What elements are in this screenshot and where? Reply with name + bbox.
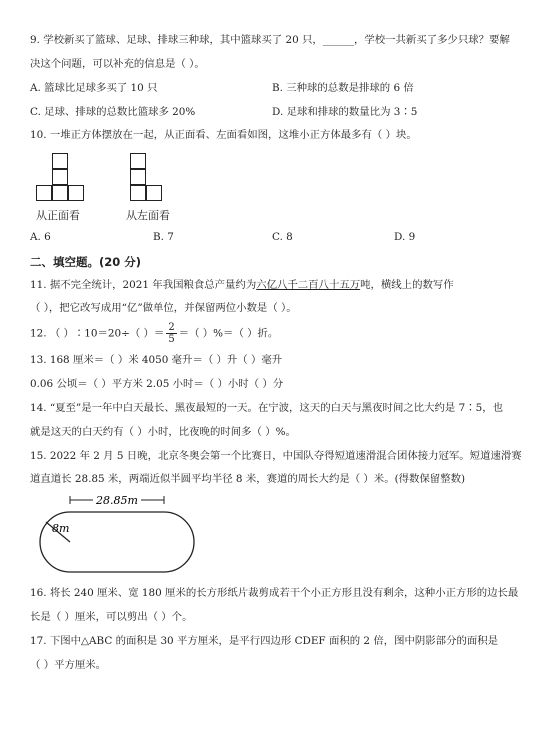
front-cube xyxy=(52,185,68,201)
q13-line1: 13. 168 厘米＝（ ）米 4050 毫升＝（ ）升（ ）毫升 xyxy=(30,354,283,366)
fraction-denominator: 5 xyxy=(168,334,175,345)
q14-line1: 14. “夏至”是一年中白天最长、黑夜最短的一天。在宁波，这天的白天与黑夜时间之比大约是 7∶5，也 xyxy=(30,402,503,414)
front-cube xyxy=(36,185,52,201)
q9-option-a[interactable]: A. 篮球比足球多买了 10 只 xyxy=(30,82,158,94)
q17-line2: （ ）平方厘米。 xyxy=(30,659,107,671)
q9-line1: 9. 学校新买了篮球、足球、排球三种球，其中篮球买了 20 只，______，学校一共新买了多少只球？要解 xyxy=(30,34,510,46)
section-title: 二、填空题。(20 分) xyxy=(30,255,142,269)
q10-option-c[interactable]: C. 8 xyxy=(272,231,293,243)
q9-option-b[interactable]: B. 三种球的总数是排球的 6 倍 xyxy=(272,82,414,94)
q17-line1: 17. 下图中△ABC 的面积是 30 平方厘米，是平行四边形 CDEF 面积的 2 倍，图中阴影部分的面积是 xyxy=(30,635,499,647)
q9-line2: 决这个问题，可以补充的信息是（ ）。 xyxy=(30,58,205,70)
q13-line2: 0.06 公顷＝（ ）平方米 2.05 小时＝（ ）小时（ ）分 xyxy=(30,378,284,390)
front-cube xyxy=(52,153,68,169)
fraction xyxy=(166,322,176,345)
q9-option-d[interactable]: D. 足球和排球的数量比为 3∶5 xyxy=(272,106,418,118)
front-view-label: 从正面看 xyxy=(36,209,80,222)
left-cube xyxy=(130,169,146,185)
q12-pre: 12. （ ）∶10＝20÷（ ）＝ xyxy=(30,327,165,340)
q10-option-b[interactable]: B. 7 xyxy=(153,231,174,243)
q10-option-d[interactable]: D. 9 xyxy=(394,231,416,243)
left-cube xyxy=(130,153,146,169)
q15-line2: 道直道长 28.85 米，两端近似半圆平均半径 8 米，赛道的周长大约是（ ）米。(得数保留整数) xyxy=(30,473,466,485)
q16-line2: 长是（ ）厘米，可以剪出（ ）个。 xyxy=(30,611,193,623)
q12-post: ＝（ ）%＝（ ）折。 xyxy=(178,327,279,340)
q15-line1: 15. 2022 年 2 月 5 日晚，北京冬奥会第一个比赛日，中国队夺得短道速滑混合团体接力冠军。短道速滑赛 xyxy=(30,450,522,462)
q16-line1: 16. 将长 240 厘米、宽 180 厘米的长方形纸片裁剪成若干个小正方形且没有剩余，这种小正方形的边长最 xyxy=(30,587,519,599)
front-cube xyxy=(68,185,84,201)
radius-label: 8m xyxy=(52,522,70,535)
q11-underlined-number: 六亿八千二百八十五万 xyxy=(256,279,361,291)
q10-option-a[interactable]: A. 6 xyxy=(30,231,51,243)
q11-line2: （ ），把它改写成用“亿”做单位，并保留两位小数是（ ）。 xyxy=(30,302,297,314)
left-cube xyxy=(146,185,162,201)
q9-option-c[interactable]: C. 足球、排球的总数比篮球多 20% xyxy=(30,106,196,118)
left-cube xyxy=(130,185,146,201)
fraction-numerator: 2 xyxy=(168,322,175,333)
q11-pre: 11. 据不完全统计，2021 年我国粮食总产量约为 xyxy=(30,279,257,291)
track-diagram xyxy=(30,492,210,576)
straight-length-label: 28.85m xyxy=(96,494,138,507)
track-outline xyxy=(40,512,194,572)
q11-line1 xyxy=(30,278,454,292)
front-cube xyxy=(52,169,68,185)
q12-line xyxy=(30,322,278,345)
q14-line2: 就是这天的白天约有（ ）小时，比夜晚的时间多（ ）%。 xyxy=(30,426,296,438)
q10-text: 10. 一堆正方体摆放在一起，从正面看、左面看如图，这堆小正方体最多有（ ）块。 xyxy=(30,129,417,141)
q11-post: 吨，横线上的数写作 xyxy=(360,279,454,291)
left-view-label: 从左面看 xyxy=(126,209,170,222)
